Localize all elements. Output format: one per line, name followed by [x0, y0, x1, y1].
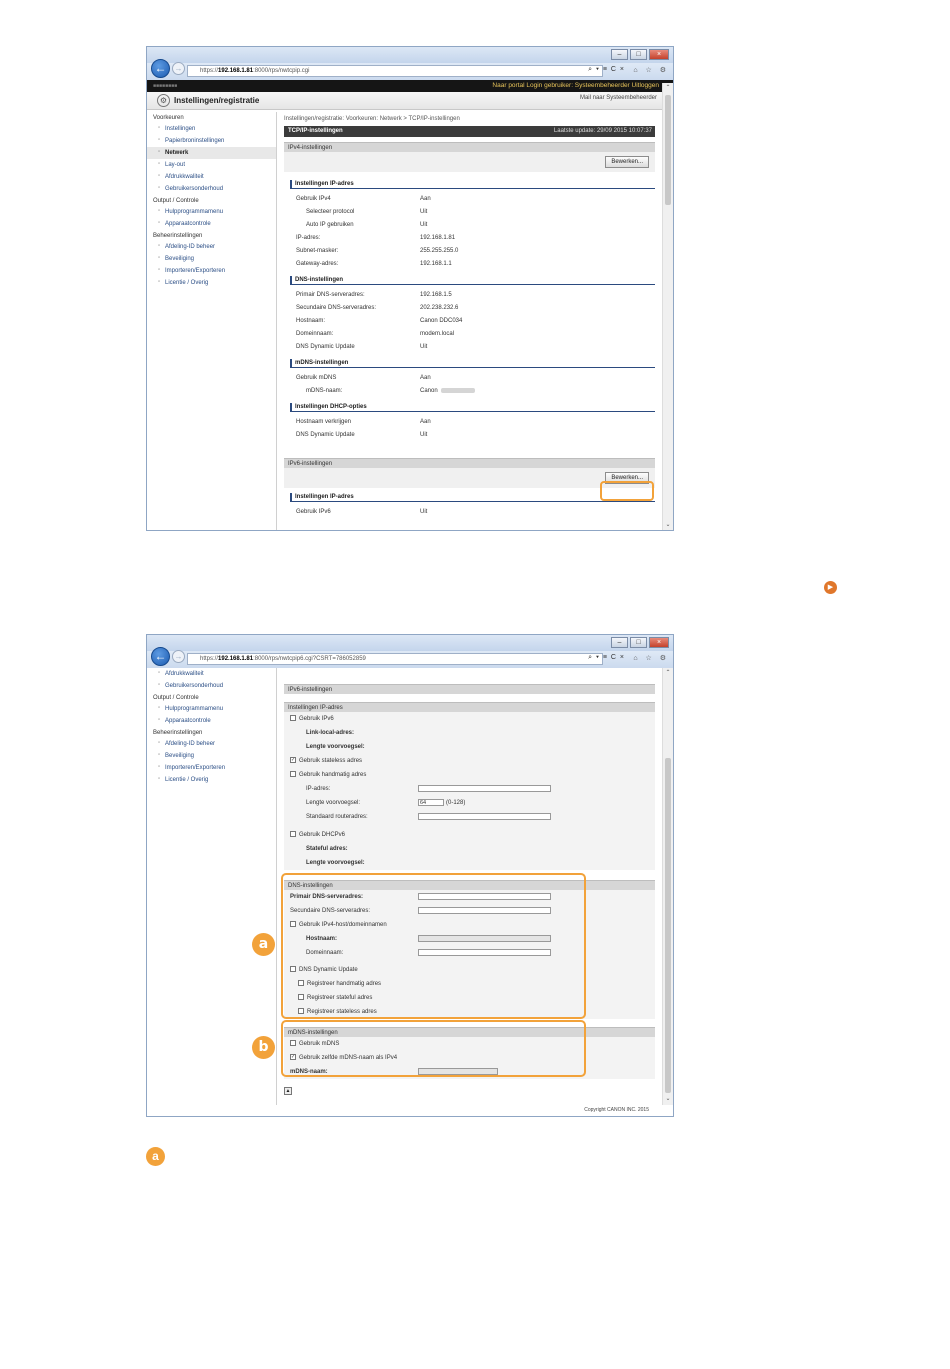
back-arrow-icon[interactable]: ←	[151, 59, 170, 78]
use-dhcpv6-label: Gebruik DHCPv6	[299, 832, 346, 838]
dns-label: Primair DNS-serveradres:	[296, 292, 365, 298]
sidebar-heading-output: Output / Controle	[153, 198, 199, 204]
prefix-range: (0-128)	[446, 800, 466, 806]
marker-b: b	[252, 1036, 275, 1059]
mdns-value: Aan	[420, 375, 431, 381]
link-local-label: Link-local-adres:	[306, 730, 355, 736]
use-stateless-row	[284, 754, 655, 768]
sidebar-item-hulpprogrammamenu[interactable]: ▫ Hulpprogrammamenu	[147, 206, 276, 218]
ip-row	[284, 219, 655, 232]
dns-row	[284, 302, 655, 315]
mdns-name-value: Canon	[420, 388, 438, 394]
highlight-edit-button	[600, 481, 654, 501]
ip-label: IP-adres:	[296, 235, 321, 241]
use-stateless-checkbox[interactable]: ✓	[291, 757, 296, 764]
ip-row	[284, 258, 655, 271]
prefix-label: Lengte voorvoegsel:	[306, 800, 361, 806]
dns-heading: DNS-instellingen	[290, 276, 655, 285]
sidebar-item-afdrukkwaliteit[interactable]: ▫ Afdrukkwaliteit	[147, 668, 276, 680]
sidebar-heading-voorkeuren: Voorkeuren	[153, 115, 184, 121]
highlight-dns-settings	[281, 873, 586, 1019]
sidebar	[147, 112, 277, 530]
ipv6-ip-heading: Instellingen IP-adres	[290, 493, 655, 502]
url-prefix: https://	[200, 68, 219, 74]
default-router-row	[284, 810, 655, 824]
ip-address-input[interactable]	[418, 785, 551, 792]
dhcp-value: Uit	[420, 432, 428, 438]
redacted-mark	[441, 388, 475, 393]
sidebar-item-afdeling-id[interactable]: ▫ Afdeling-ID beheer	[147, 738, 276, 750]
sidebar-item-papierbron[interactable]: ▫ Papierbroninstellingen	[147, 135, 276, 147]
sidebar-heading-output: Output / Controle	[153, 695, 199, 701]
ip-row	[284, 206, 655, 219]
scroll-thumb[interactable]	[665, 758, 671, 1093]
dns-label: Secundaire DNS-serveradres:	[296, 305, 377, 311]
sidebar-item-gebruikersonderhoud[interactable]: ▫ Gebruikersonderhoud	[147, 183, 276, 195]
title-bar	[147, 635, 673, 651]
sidebar-item-importeren[interactable]: ▫ Importeren/Exporteren	[147, 762, 276, 774]
sidebar-heading-beheer: Beheerinstellingen	[153, 233, 203, 239]
ipv4-edit-button[interactable]: Bewerken...	[605, 156, 649, 168]
mdns-label: mDNS-naam:	[306, 388, 343, 394]
default-router-label: Standaard routeradres:	[306, 814, 368, 820]
use-mdns-label: Gebruik mDNS	[299, 1041, 340, 1047]
settings-gear-icon: ⚙	[157, 94, 170, 107]
toolbar-icons[interactable]: ⌂ ☆ ⚙	[633, 655, 669, 662]
scroll-down-arrow-icon[interactable]: ⌄	[665, 1096, 671, 1102]
stateful-address-label: Stateful adres:	[306, 846, 348, 852]
use-manual-label: Gebruik handmatig adres	[299, 772, 367, 778]
address-bar	[147, 651, 673, 668]
dns-value: Uit	[420, 344, 428, 350]
marker-a: a	[252, 933, 275, 956]
sidebar-item-licentie[interactable]: ▫ Licentie / Overig	[147, 774, 276, 786]
sidebar-item-lay-out[interactable]: ▫ Lay-out	[147, 159, 276, 171]
ipv6-section-bar: IPv6-instellingen	[284, 458, 655, 468]
legend-marker-a: a	[146, 1147, 165, 1166]
mdns-heading: mDNS-instellingen	[290, 359, 655, 368]
url-path: :8000/rps/nwtcpip.cgi	[253, 68, 310, 74]
ipv4-section-bar: IPv4-instellingen	[284, 142, 655, 152]
dhcp-heading: Instellingen DHCP-opties	[290, 403, 655, 412]
address-icons[interactable]: ⌕ ▾ ≡ C ×	[588, 66, 625, 73]
ip-label: Gateway-adres:	[296, 261, 339, 267]
sidebar-item-apparaatcontrole[interactable]: ▫ Apparaatcontrole	[147, 715, 276, 727]
page-top-icon[interactable]: ▲	[285, 1088, 291, 1094]
same-mdns-checkbox[interactable]: ✓	[291, 1054, 296, 1061]
url-field[interactable]	[187, 653, 603, 665]
scrollbar[interactable]	[662, 668, 673, 1116]
page-title: Instellingen/registratie	[174, 96, 260, 105]
title-bar	[147, 47, 673, 63]
minimize-button[interactable]: –	[611, 637, 628, 648]
scroll-up-arrow-icon[interactable]: ⌃	[665, 670, 671, 676]
reg-stateless-label: Registreer stateless adres	[307, 1009, 377, 1015]
prefix-length-label: Lengte voorvoegsel:	[306, 744, 365, 750]
scroll-up-arrow-icon[interactable]: ⌃	[665, 85, 671, 91]
main-content	[278, 112, 661, 530]
default-router-input[interactable]	[418, 813, 551, 820]
close-button[interactable]: ×	[649, 49, 669, 60]
use-ipv6-checkbox[interactable]	[290, 715, 296, 721]
highlight-mdns-settings	[281, 1020, 586, 1077]
ipv6-row	[284, 506, 655, 519]
dns-value: 192.168.1.5	[420, 292, 452, 298]
maximize-button[interactable]: □	[630, 637, 647, 648]
ipv6-section-bar: IPv6-instellingen	[284, 684, 655, 694]
portal-bar	[147, 80, 673, 92]
mdns-value	[420, 385, 475, 398]
dns-section-bar: DNS-instellingen	[284, 880, 655, 890]
address-bar	[147, 63, 673, 80]
browser-window-1	[146, 46, 674, 531]
sidebar-item-licentie[interactable]: ▫ Licentie / Overig	[147, 277, 276, 289]
dhcp-label: DNS Dynamic Update	[296, 432, 355, 438]
dns-row	[284, 289, 655, 302]
sidebar-item-beveiliging[interactable]: ▫ Beveiliging	[147, 253, 276, 265]
ip-address-row	[284, 782, 655, 796]
dns-row	[284, 315, 655, 328]
dhcp-value: Aan	[420, 419, 431, 425]
ip-label: Subnet-masker:	[296, 248, 339, 254]
breadcrumb: Instellingen/registratie: Voorkeuren: Netwerk > TCP/IP-instellingen	[284, 116, 460, 122]
prefix-input[interactable]: 64	[418, 799, 444, 806]
forward-arrow-icon[interactable]: →	[172, 62, 185, 75]
sidebar-item-hulpprogrammamenu[interactable]: ▫ Hulpprogrammamenu	[147, 703, 276, 715]
dns-dynamic-label: DNS Dynamic Update	[299, 967, 358, 973]
prefix-row	[284, 796, 655, 810]
reg-manual-label: Registreer handmatig adres	[307, 981, 382, 987]
ip-row	[284, 232, 655, 245]
dhcp-row	[284, 416, 655, 429]
use-ipv4-host-label: Gebruik IPv4-host/domeinnamen	[299, 922, 387, 928]
dhcp-label: Hostnaam verkrijgen	[296, 419, 352, 425]
ip-value: 192.168.1.81	[420, 235, 456, 241]
use-dhcpv6-checkbox[interactable]	[290, 831, 296, 837]
ipv6-value: Uit	[420, 509, 428, 515]
ip-address-bar: Instellingen IP-adres	[284, 702, 655, 712]
browser-window-2	[146, 634, 674, 1117]
sidebar-heading-beheer: Beheerinstellingen	[153, 730, 203, 736]
dhcp-row	[284, 429, 655, 442]
use-ipv6-row	[284, 712, 655, 726]
dns-row	[284, 328, 655, 341]
address-icons[interactable]: ⌕ ▾ ≡ C ×	[588, 654, 625, 661]
dns-label: Hostnaam:	[296, 318, 326, 324]
last-update: Laatste update: 29/09 2015 10:07:37	[553, 128, 652, 134]
dns-row	[284, 341, 655, 354]
reg-stateful-label: Registreer stateful adres	[307, 995, 373, 1001]
mail-admin-link[interactable]: Mail naar Systeembeheerder	[579, 95, 657, 101]
ip-value: Aan	[420, 196, 431, 202]
ipv4-button-row	[284, 152, 655, 172]
ip-label: Auto IP gebruiken	[306, 222, 354, 228]
ip-value: Uit	[420, 209, 428, 215]
ip-address-label: IP-adres:	[306, 786, 331, 792]
dns-value: modem.local	[420, 331, 455, 337]
close-button[interactable]: ×	[649, 637, 669, 648]
use-dhcpv6-row	[284, 828, 655, 842]
use-manual-row	[284, 768, 655, 782]
minimize-button[interactable]: –	[611, 49, 628, 60]
sidebar-item-instellingen[interactable]: ▫ Instellingen	[147, 123, 276, 135]
section-title: TCP/IP-instellingen	[288, 128, 343, 134]
domain-label: Domeinnaam:	[306, 950, 344, 956]
dns-value: Canon DDC034	[420, 318, 463, 324]
secondary-dns-label: Secundaire DNS-serveradres:	[290, 908, 371, 914]
page-header	[147, 92, 673, 110]
ip-row	[284, 193, 655, 206]
same-mdns-label: Gebruik zelfde mDNS-naam als IPv4	[299, 1055, 398, 1061]
ip-value: 192.168.1.1	[420, 261, 452, 267]
url-field[interactable]	[187, 65, 603, 77]
sidebar-item-afdeling-id[interactable]: ▫ Afdeling-ID beheer	[147, 241, 276, 253]
hostname-label: Hostnaam:	[306, 936, 338, 942]
portal-links[interactable]: Naar portal Login gebruiker: Systeembeheerder Uitloggen	[492, 82, 659, 89]
mdns-label: Gebruik mDNS	[296, 375, 337, 381]
url-host: 192.168.1.81	[218, 68, 254, 74]
primary-dns-label: Primair DNS-serveradres:	[290, 894, 364, 900]
use-ipv6-label: Gebruik IPv6	[299, 716, 334, 722]
ipv6-edit-button[interactable]: Bewerken...	[605, 472, 649, 484]
next-step-arrow-icon: ▶	[824, 581, 837, 594]
sidebar-item-netwerk[interactable]: ▫ Netwerk	[147, 147, 276, 159]
sidebar-item-beveiliging[interactable]: ▫ Beveiliging	[147, 750, 276, 762]
sidebar-item-apparaatcontrole[interactable]: ▫ Apparaatcontrole	[147, 218, 276, 230]
dhcp-prefix-label: Lengte voorvoegsel:	[306, 860, 365, 866]
dns-label: DNS Dynamic Update	[296, 344, 355, 350]
section-title-bar	[284, 126, 655, 137]
url-path: :8000/rps/nwtcpip6.cgi?CSRT=786052859	[253, 656, 366, 662]
dns-value: 202.238.232.6	[420, 305, 459, 311]
sidebar-item-afdrukkwaliteit[interactable]: ▫ Afdrukkwaliteit	[147, 171, 276, 183]
ip-label: Gebruik IPv4	[296, 196, 331, 202]
maximize-button[interactable]: □	[630, 49, 647, 60]
mdns-name-label: mDNS-naam:	[290, 1069, 328, 1075]
ip-value: 255.255.255.0	[420, 248, 459, 254]
ipv6-label: Gebruik IPv6	[296, 509, 331, 515]
mdns-section-bar: mDNS-instellingen	[284, 1027, 655, 1037]
logo: ■■■■■■■■	[153, 83, 178, 89]
scroll-down-arrow-icon[interactable]: ⌄	[665, 522, 671, 528]
toolbar-icons[interactable]: ⌂ ☆ ⚙	[633, 67, 669, 74]
use-manual-checkbox[interactable]	[290, 771, 296, 777]
dns-label: Domeinnaam:	[296, 331, 334, 337]
ip-label: Selecteer protocol	[306, 209, 355, 215]
back-arrow-icon[interactable]: ←	[151, 647, 170, 666]
mdns-row	[284, 385, 655, 398]
copyright: Copyright CANON INC. 2015	[147, 1105, 673, 1116]
sidebar-item-importeren[interactable]: ▫ Importeren/Exporteren	[147, 265, 276, 277]
scroll-thumb[interactable]	[665, 95, 671, 205]
sidebar-item-gebruikersonderhoud[interactable]: ▫ Gebruikersonderhoud	[147, 680, 276, 692]
use-stateless-label: Gebruik stateless adres	[299, 758, 363, 764]
url-host: 192.168.1.81	[218, 656, 254, 662]
ip-row	[284, 245, 655, 258]
scrollbar[interactable]	[662, 83, 673, 530]
ip-value: Uit	[420, 222, 428, 228]
mdns-row	[284, 372, 655, 385]
ip-address-heading: Instellingen IP-adres	[290, 180, 655, 189]
url-prefix: https://	[200, 656, 219, 662]
forward-arrow-icon[interactable]: →	[172, 650, 185, 663]
